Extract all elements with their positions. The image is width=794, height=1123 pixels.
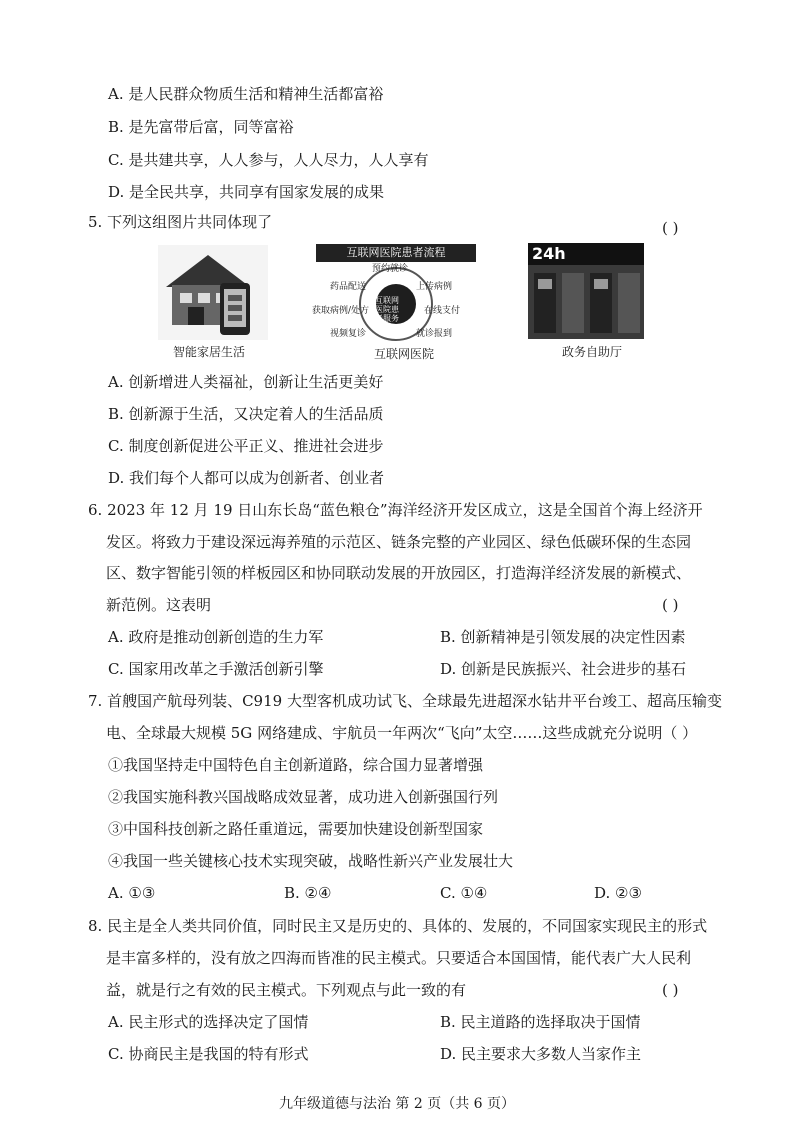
q7-item-4: ④我国一些关键核心技术实现突破，战略性新兴产业发展壮大 xyxy=(108,852,514,870)
flow-item-delivery: 药品配送 xyxy=(330,282,367,292)
q6-option-c: C. 国家用改革之手激活创新引擎 xyxy=(108,660,324,678)
caption-self-service-hall: 政务自助厅 xyxy=(562,345,623,359)
q5-stem: 5. 下列这组图片共同体现了 xyxy=(88,213,273,231)
flow-item-book: 预约就诊 xyxy=(372,264,409,274)
q6-stem-line-4: 新范例。这表明 xyxy=(106,596,212,614)
q5-answer-blank: ( ) xyxy=(662,219,679,237)
q7-item-1: ①我国坚持走中国特色自主创新道路，综合国力显著增强 xyxy=(108,756,484,774)
q7-option-c: C. ①④ xyxy=(440,884,488,902)
q7-option-d: D. ②③ xyxy=(594,884,642,902)
q8-stem-line-2: 是丰富多样的，没有放之四海而皆准的民主模式。只要适合本国国情，能代表广大人民利 xyxy=(106,949,692,967)
q7-option-b: B. ②④ xyxy=(284,884,332,902)
flow-item-pay: 在线支付 xyxy=(424,306,461,316)
q5-option-b: B. 创新源于生活，又决定着人的生活品质 xyxy=(108,405,384,423)
q4-option-a: A. 是人民群众物质生活和精神生活都富裕 xyxy=(108,85,384,103)
q8-option-d: D. 民主要求大多数人当家作主 xyxy=(440,1045,642,1063)
caption-internet-hospital: 互联网医院 xyxy=(374,347,435,361)
q4-option-d: D. 是全民共享，共同享有国家发展的成果 xyxy=(108,183,385,201)
q6-option-a: A. 政府是推动创新创造的生力军 xyxy=(108,628,324,646)
q8-stem-line-1: 8. 民主是全人类共同价值，同时民主又是历史的、具体的、发展的，不同国家实现民主的形式 xyxy=(88,917,708,935)
q7-stem-line-1: 7. 首艘国产航母列装、C919 大型客机成功试飞、全球最先进超深水钻井平台竣工、超高压输变 xyxy=(88,692,722,710)
q6-stem-line-2: 发区。将致力于建设深远海养殖的示范区、链条完整的产业园区、绿色低碳环保的生态园 xyxy=(106,533,692,551)
q8-option-b: B. 民主道路的选择取决于国情 xyxy=(440,1013,641,1031)
q6-option-d: D. 创新是民族振兴、社会进步的基石 xyxy=(440,660,687,678)
q6-stem-line-1: 6. 2023 年 12 月 19 日山东长岛“蓝色粮仓”海洋经济开发区成立，这是全国首个海上经济开 xyxy=(88,501,703,519)
q6-option-b: B. 创新精神是引领发展的决定性因素 xyxy=(440,628,686,646)
q7-option-a: A. ①③ xyxy=(108,884,156,902)
flow-item-video: 视频复诊 xyxy=(330,329,367,339)
smart-home-image xyxy=(158,245,268,340)
q6-stem-line-3: 区、数字智能引领的样板园区和协同联动发展的开放园区，打造海洋经济发展的新模式、 xyxy=(106,564,692,582)
sign-24h: 24h xyxy=(532,244,566,263)
q7-item-3: ③中国科技创新之路任重道远，需要加快建设创新型国家 xyxy=(108,820,484,838)
page-footer: 九年级道德与法治 第 2 页（共 6 页） xyxy=(278,1096,516,1112)
q4-option-b: B. 是先富带后富，同等富裕 xyxy=(108,118,294,136)
q7-stem-line-2: 电、全球最大规模 5G 网络建成、宇航员一年两次“飞向”太空……这些成就充分说明（ ） xyxy=(106,724,698,742)
caption-smart-home: 智能家居生活 xyxy=(173,345,246,359)
flow-center-label: 互联网医院患者服务 xyxy=(375,296,399,323)
q7-item-2: ②我国实施科教兴国战略成效显著，成功进入创新强国行列 xyxy=(108,788,499,806)
q6-answer-blank: ( ) xyxy=(662,596,679,614)
q5-option-c: C. 制度创新促进公平正义、推进社会进步 xyxy=(108,437,384,455)
flow-item-prescription: 获取病例/处方 xyxy=(312,306,370,316)
flow-item-upload: 上传病例 xyxy=(416,282,453,292)
q4-option-c: C. 是共建共享，人人参与，人人尽力，人人享有 xyxy=(108,151,429,169)
flow-title: 互联网医院患者流程 xyxy=(316,244,476,262)
flow-item-checkin: 就诊报到 xyxy=(416,329,453,339)
q8-option-a: A. 民主形式的选择决定了国情 xyxy=(108,1013,309,1031)
q8-stem-line-3: 益，就是行之有效的民主模式。下列观点与此一致的有 xyxy=(106,981,467,999)
q5-option-a: A. 创新增进人类福祉，创新让生活更美好 xyxy=(108,373,384,391)
q5-option-d: D. 我们每个人都可以成为创新者、创业者 xyxy=(108,469,385,487)
q8-answer-blank: ( ) xyxy=(662,981,679,999)
q8-option-c: C. 协商民主是我国的特有形式 xyxy=(108,1045,309,1063)
